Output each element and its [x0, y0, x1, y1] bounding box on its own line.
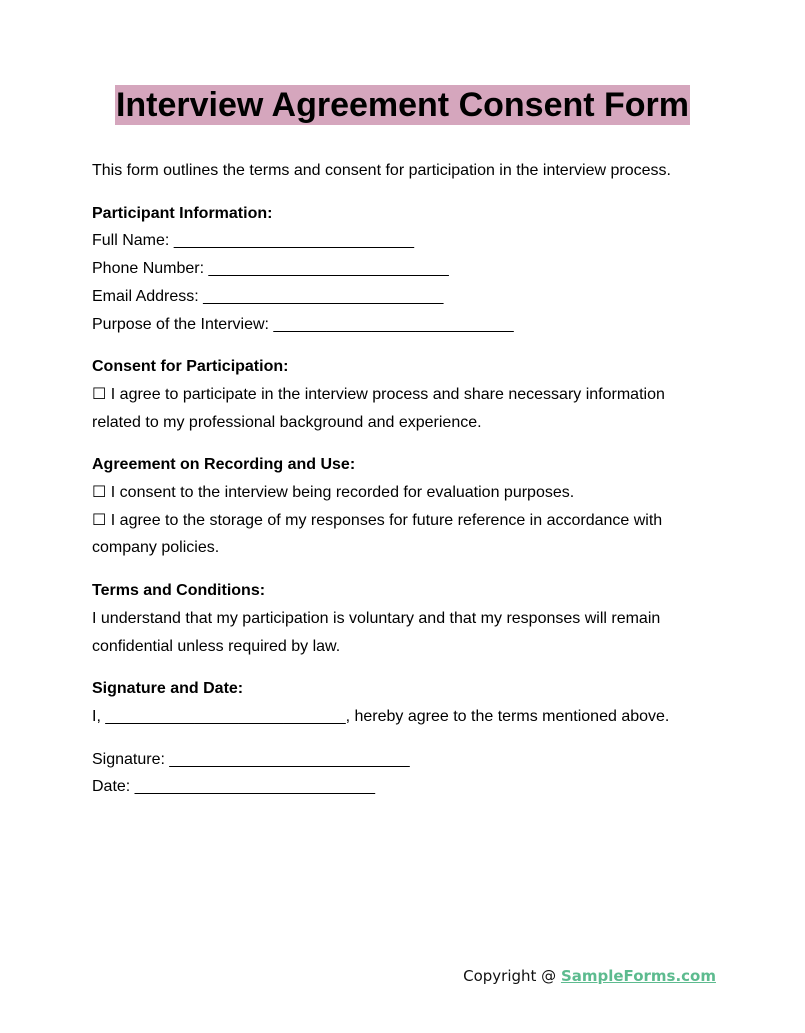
footer	[463, 965, 716, 987]
copyright-text: Copyright @	[463, 967, 557, 985]
form-body	[92, 157, 692, 801]
terms-text: I understand that my participation is voluntary and that my responses will remain confidential unless required by law.	[92, 609, 661, 655]
recording-heading: Agreement on Recording and Use:	[92, 456, 356, 474]
intro-text: This form outlines the terms and consent for participation in the interview process.	[92, 162, 671, 179]
participant-section	[92, 200, 692, 339]
signature-block	[92, 746, 692, 801]
email-field[interactable]: ___________________________	[203, 287, 444, 305]
page-title: Interview Agreement Consent Form	[115, 86, 690, 124]
terms-heading: Terms and Conditions:	[92, 582, 266, 600]
phone-field[interactable]: ___________________________	[208, 260, 449, 278]
purpose-row	[92, 311, 692, 339]
sampleforms-link[interactable]: SampleForms.com	[560, 967, 716, 985]
date-label: Date:	[92, 778, 131, 796]
full-name-label: Full Name:	[92, 232, 170, 250]
signature-row	[92, 746, 692, 774]
consent-heading: Consent for Participation:	[92, 358, 289, 376]
agreement-prefix: I,	[92, 707, 101, 725]
full-name-row	[92, 227, 692, 255]
agreement-row	[92, 703, 692, 731]
participant-heading: Participant Information:	[92, 204, 273, 222]
title-container	[0, 85, 805, 125]
terms-section	[92, 577, 692, 660]
agreement-name-field[interactable]: ___________________________	[105, 707, 346, 725]
signature-section	[92, 675, 692, 801]
email-label: Email Address:	[92, 287, 199, 305]
agreement-suffix: , hereby agree to the terms mentioned above.	[345, 707, 670, 725]
signature-field[interactable]: ___________________________	[169, 750, 410, 768]
storage-checkbox-item[interactable]: ☐ I agree to the storage of my responses for future reference in accordance with company policies.	[92, 511, 663, 557]
date-field[interactable]: ___________________________	[134, 778, 375, 796]
email-row	[92, 283, 692, 311]
signature-label: Signature:	[92, 750, 165, 768]
signature-heading: Signature and Date:	[92, 680, 244, 698]
phone-row	[92, 255, 692, 283]
consent-section	[92, 353, 692, 436]
recording-section	[92, 451, 692, 562]
recording-checkbox-item[interactable]: ☐ I consent to the interview being recorded for evaluation purposes.	[92, 484, 575, 502]
phone-label: Phone Number:	[92, 260, 205, 278]
purpose-label: Purpose of the Interview:	[92, 315, 269, 333]
date-row	[92, 773, 692, 801]
consent-checkbox-item[interactable]: ☐ I agree to participate in the interview process and share necessary information related to my professional background and experience.	[92, 385, 665, 431]
purpose-field[interactable]: ___________________________	[273, 315, 514, 333]
full-name-field[interactable]: ___________________________	[173, 232, 415, 250]
